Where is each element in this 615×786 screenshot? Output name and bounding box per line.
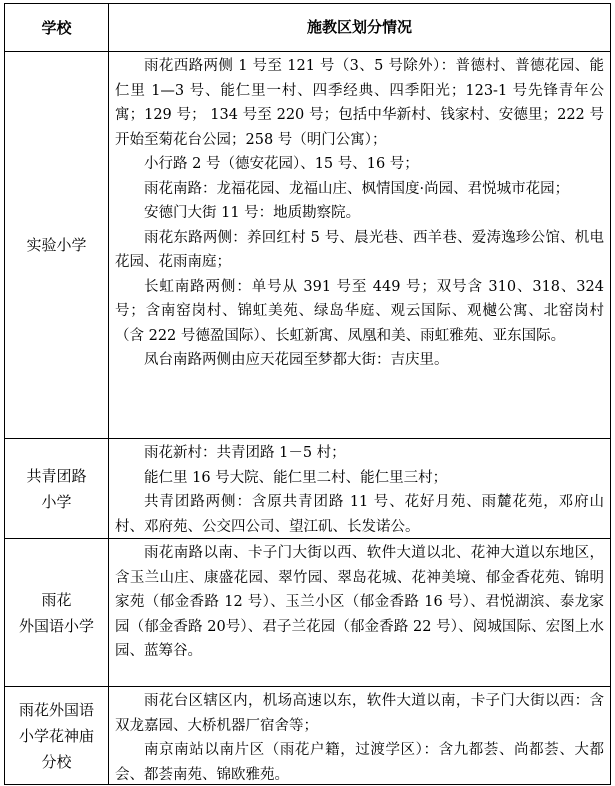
school-name-cell [5, 439, 109, 538]
allocation-table [4, 3, 611, 785]
zone-paragraph: 南京南站以南片区（雨花户籍，过渡学区）：含九都荟、尚都荟、大都会、都荟南苑、锦欧雅苑。 [115, 742, 604, 783]
school-name-line: 雨花外国语 [18, 700, 94, 719]
table-header-row [5, 4, 610, 51]
zone-detail-cell [109, 687, 610, 784]
school-name-line: 外国语小学 [18, 616, 94, 635]
zone-detail-cell [109, 539, 610, 686]
school-name-line: 小学花神庙 [18, 726, 94, 745]
zone-paragraph: 雨花南路以南、卡子门大街以西、软件大道以北、花神大道以东地区，含玉兰山庄、康盛花园、翠竹园、翠岛花城、花神美境、郁金香花苑、锦明家苑（郁金香路 12 号）、玉兰小区（郁金香路 16 号）、君悦湖滨、泰龙家园（郁金香路 20号）、君子兰花园（郁金香路 22 号）、阅城国际、宏图上水园、蓝筹谷。 [115, 545, 604, 659]
school-name-line: 共青团路 [26, 466, 87, 485]
table-row [5, 538, 610, 686]
zone-paragraph: 雨花台区辖区内，机场高速以东，软件大道以南，卡子门大街以西：含双龙嘉园、大桥机器厂宿舍等； [115, 693, 604, 734]
school-name-line: 实验小学 [26, 236, 87, 254]
zone-paragraph: 共青团路两侧：含原共青团路 11 号、花好月苑、雨麓花苑，邓府山村、邓府苑、公交四公司、望江矶、长发诺公。 [115, 494, 604, 535]
header-school: 学校 [5, 4, 109, 51]
school-name-line: 分校 [41, 752, 72, 771]
zone-detail-cell [109, 439, 610, 538]
school-name-cell [5, 52, 109, 438]
table-row [5, 438, 610, 538]
school-name-cell [5, 687, 109, 784]
zone-paragraph: 能仁里 16 号大院、能仁里二村、能仁里三村； [144, 469, 448, 486]
zone-paragraph: 雨花南路：龙福花园、龙福山庄、枫情国度·尚园、君悦城市花园； [144, 180, 570, 197]
table-row [5, 686, 610, 784]
zone-paragraph: 雨花东路两侧：养回红村 5 号、晨光巷、西羊巷、爱涛逸珍公馆、机电花园、花雨南庭； [115, 229, 604, 270]
zone-paragraph: 雨花西路两侧 1 号至 121 号（3、5 号除外）：普德村、普德花园、能仁里 1—3 号、能仁里一村、四季经典、四季阳光；123-1 号先锋青年公寓；129 号； 134 号至 220 号；包括中华新村、钱家村、安德里；222 号开始至菊花台公园；258 号（明门公寓）； [115, 58, 604, 148]
zone-paragraph: 小行路 2 号（德安花园）、15 号、16 号； [144, 156, 419, 172]
zone-paragraph: 安德门大街 11 号：地质勘察院。 [144, 205, 361, 221]
zone-paragraph: 凤台南路两侧由应天花园至梦都大街：吉庆里。 [144, 352, 449, 368]
school-name-line: 雨花 [41, 590, 72, 609]
zone-paragraph: 雨花新村：共青团路 1－5 村； [144, 445, 346, 461]
zone-detail-cell [109, 52, 610, 438]
school-name-line: 小学 [41, 492, 72, 511]
table-row [5, 51, 610, 438]
header-detail: 施教区划分情况 [306, 18, 412, 37]
zone-paragraph: 长虹南路两侧：单号从 391 号至 449 号；双号含 310、318、324 号；含南窑岗村、锦虹美苑、绿岛华庭、观云国际、观樾公寓、北窑岗村（含 222 号德盈国际）、长虹新寓、凤凰和美、雨虹雅苑、亚东国际。 [115, 278, 604, 344]
school-name-cell [5, 539, 109, 686]
